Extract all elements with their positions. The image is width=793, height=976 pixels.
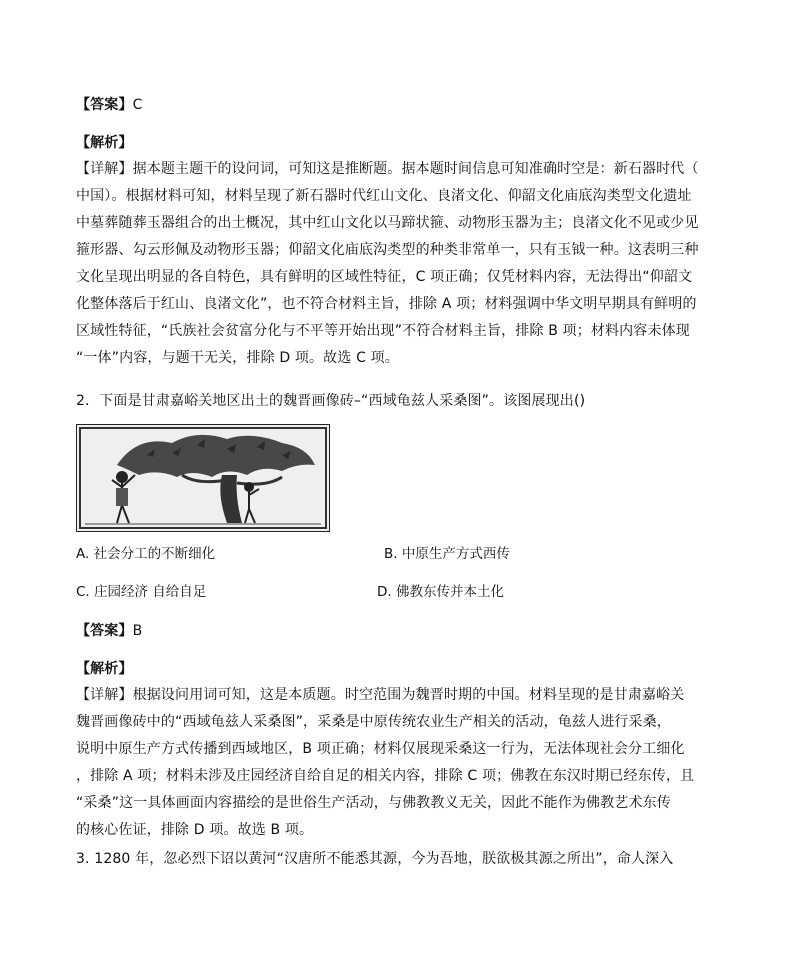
q1-answer-value: C	[132, 97, 143, 113]
q2-answer	[76, 621, 142, 641]
q2-analysis-line: 【详解】根据设问用词可知，这是本质题。时空范围为魏晋时期的中国。材料呈现的是甘肃嘉峪关	[76, 687, 685, 703]
q2-option-d: D. 佛教东传并本土化	[377, 584, 504, 600]
q1-answer	[76, 95, 143, 115]
q2-analysis-line: 的核心佐证，排除 D 项。故选 B 项。	[76, 822, 314, 838]
q2-answer-value: B	[132, 623, 143, 639]
mural-brick-image	[76, 424, 330, 532]
q1-analysis-line: 【详解】据本题主题干的设问词，可知这是推断题。据本题时间信息可知准确时空是：新石器时代（	[76, 161, 699, 177]
q1-analysis-label: 【解析】	[76, 135, 133, 151]
q2-option-c: C. 庄园经济 自给自足	[76, 584, 207, 600]
q2-option-a: A. 社会分工的不断细化	[76, 546, 216, 562]
q2-option-b: B. 中原生产方式西传	[384, 546, 510, 562]
q1-analysis-line: 中国）。根据材料可知，材料呈现了新石器时代红山文化、良渚文化、仰韶文化庙底沟类型文化遗址	[76, 188, 692, 204]
q2-analysis-label: 【解析】	[76, 661, 133, 677]
q2-answer-label: 【答案】	[76, 623, 133, 639]
mural-brick-illustration	[77, 425, 329, 531]
q2-analysis-line: “采桑”这一具体画面内容描绘的是世俗生产活动，与佛教教义无关，因此不能作为佛教艺术东传	[76, 795, 671, 811]
q2-analysis-line: 魏晋画像砖中的“西域龟兹人采桑图”，采桑是中原传统农业生产相关的活动，龟兹人进行采桑，	[76, 714, 671, 730]
q1-analysis-line: “一体”内容，与题干无关，排除 D 项。故选 C 项。	[76, 350, 399, 366]
q2-analysis-line: ，排除 A 项；材料未涉及庄园经济自给自足的相关内容，排除 C 项；佛教在东汉时期已经东传，且	[76, 768, 695, 784]
q1-analysis-line: 中墓葬随葬玉器组合的出土概况，其中红山文化以马蹄状箍、动物形玉器为主；良渚文化不见或少见	[76, 215, 699, 231]
q1-analysis-line: 文化呈现出明显的各自特色，具有鲜明的区域性特征，C 项正确；仅凭材料内容，无法得出“仰韶文	[76, 269, 693, 285]
q1-analysis-line: 区域性特征，“氏族社会贫富分化与不平等开始出现”不符合材料主旨，排除 B 项；材料内容未体现	[76, 323, 690, 339]
q1-answer-label: 【答案】	[76, 97, 133, 113]
q2-stem: 2．下面是甘肃嘉峪关地区出土的魏晋画像砖–“西域龟兹人采桑图”。该图展现出()	[76, 393, 586, 409]
q1-analysis-line: 箍形器、勾云形佩及动物形玉器；仰韶文化庙底沟类型的种类非常单一，只有玉钺一种。这表明三种	[76, 242, 699, 258]
q3-stem: 3. 1280 年，忽必烈下诏以黄河“汉唐所不能悉其源，今为吾地，朕欲极其源之所出”，命人深入	[76, 851, 674, 867]
q2-analysis-line: 说明中原生产方式传播到西域地区，B 项正确；材料仅展现采桑这一行为，无法体现社会分工细化	[76, 741, 685, 757]
q1-analysis-line: 化整体落后于红山、良渚文化”，也不符合材料主旨，排除 A 项；材料强调中华文明早期具有鲜明的	[76, 296, 697, 312]
